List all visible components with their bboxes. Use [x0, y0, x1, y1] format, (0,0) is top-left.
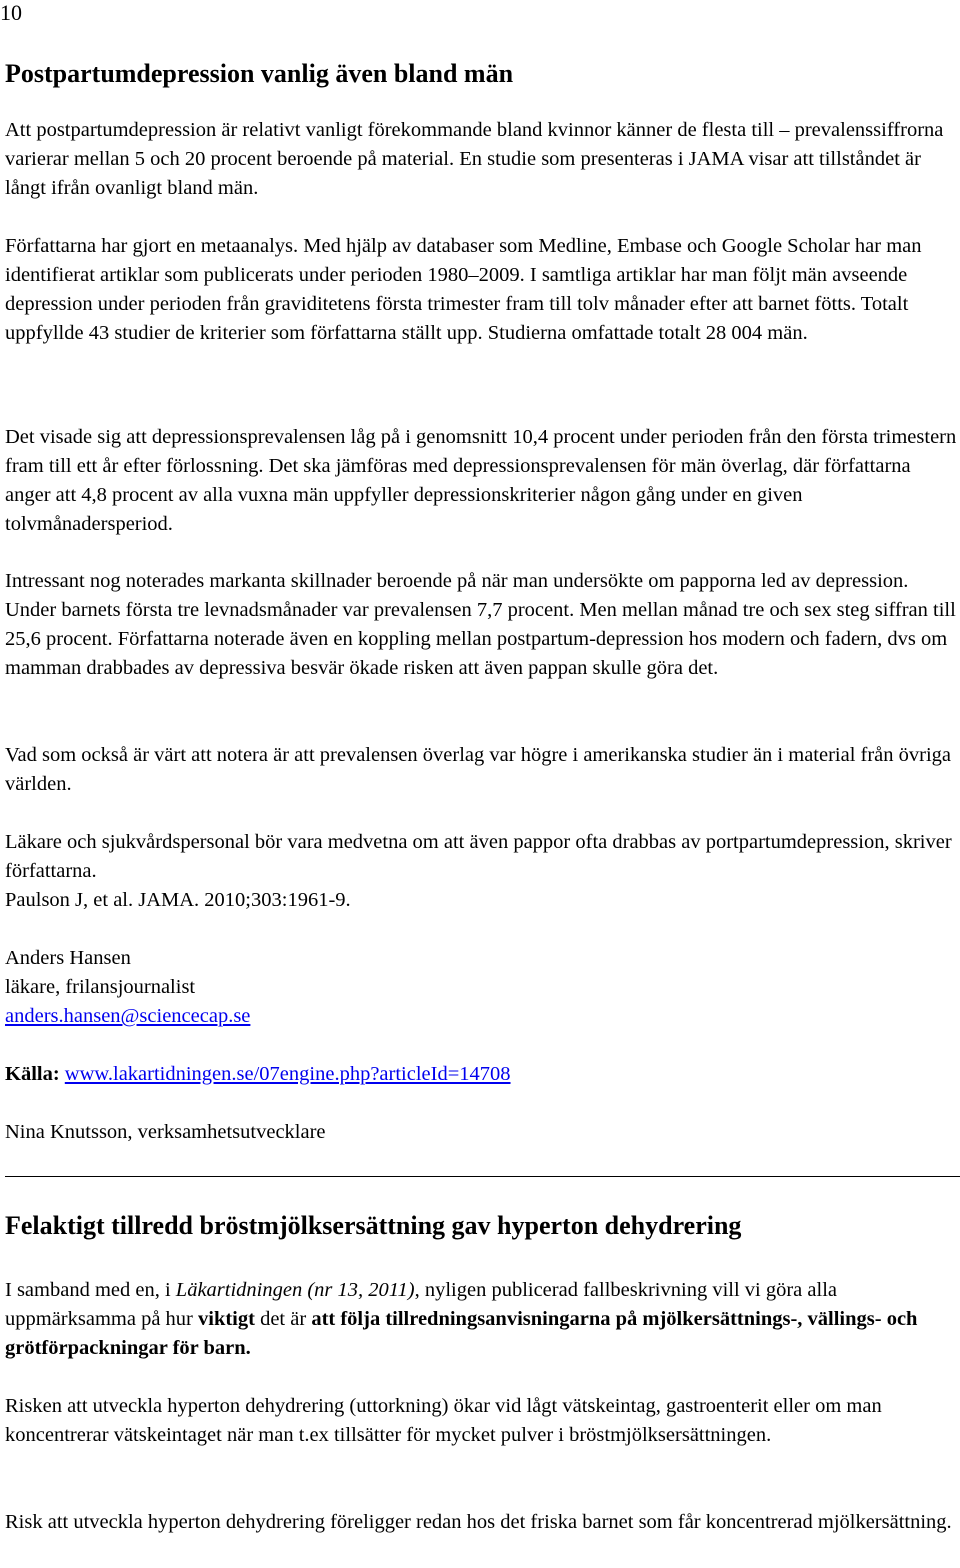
author-email-link[interactable]: anders.hansen@sciencecap.se [5, 1005, 251, 1027]
section-divider [5, 1176, 960, 1177]
text-run: , nyligen publicerad fallbeskrivning vill vi göra alla uppmärksamma på hur [5, 1279, 837, 1330]
text-run: det är [254, 1308, 312, 1330]
paragraph-risk-healthy: Risk att utveckla hyperton dehydrering föreligger redan hos det friska barnet som får koncentrerad mjölkersättning. [5, 1511, 952, 1533]
paragraph-results: Det visade sig att depressionsprevalensen låg på i genomsnitt 10,4 procent under perioden från den första trimestern fram till ett år efter förlossning. Det ska jämföras med depressionsprevalensen för män överlag, där författarna anger att 4,8 procent av alla vuxna män uppfyller depressionskriterier någon gång under en given tolvmånadersperiod. [5, 426, 957, 535]
source-label: Källa: [5, 1063, 60, 1085]
source-line [5, 1060, 957, 1089]
paragraph-risk: Risken att utveckla hyperton dehydrering (uttorkning) ökar vid lågt vätskeintag, gastroenterit eller om man koncentrerar vätskeintaget när man t.ex tillsätter för mycket pulver i bröstmjölksersättningen. [5, 1395, 882, 1446]
reference: Paulson J, et al. JAMA. 2010;303:1961-9. [5, 889, 351, 911]
text-run: I samband med en, i [5, 1279, 176, 1301]
author-title: läkare, frilansjournalist [5, 976, 196, 998]
author-name: Anders Hansen [5, 947, 131, 969]
paragraph-differences: Intressant nog noterades markanta skillnader beroende på när man undersökte om papporna led av depression. Under barnets första tre levnadsmånader var prevalensen 7,7 procent. Men mellan månad tre och sex steg siffran till 25,6 procent. Författarna noterade även en koppling mellan postpartum-depression hos modern och fadern, dvs om mamman drabbades av depressiva besvär ökade risken att även pappan skulle göra det. [5, 570, 956, 679]
paragraph-method: Författarna har gjort en metaanalys. Med hjälp av databaser som Medline, Embase och Google Scholar har man identifierat artiklar som publicerats under perioden 1980–2009. I samtliga artiklar har man följt män avseende depression under perioden från graviditetens första trimester fram till tolv månader efter att barnet fötts. Totalt uppfyllde 43 studier de kriterier som författarna ställt upp. Studierna omfattade totalt 28 004 män. [5, 235, 922, 344]
author-email-line [5, 1002, 957, 1031]
paragraph-regional: Vad som också är värt att notera är att prevalensen överlag var högre i amerikanska studier än i material från övriga världen. [5, 744, 952, 795]
paragraph-intro: Att postpartumdepression är relativt vanligt förekommande bland kvinnor känner de flesta till – prevalenssiffrorna varierar mellan 5 och 20 procent beroende på material. En studie som presenteras i JAMA visar att tillståndet är långt ifrån ovanligt bland män. [5, 119, 944, 199]
journal-citation: Läkartidningen (nr 13, 2011) [175, 1279, 415, 1301]
article-title: Postpartumdepression vanlig även bland män [5, 59, 514, 88]
signature: Nina Knutsson, verksamhetsutvecklare [5, 1121, 326, 1143]
emphasis: viktigt [198, 1308, 255, 1330]
emphasis-instruction: att följa tillredningsanvisningarna på mjölkersättnings-, vällings- och grötförpackningar för barn. [5, 1308, 918, 1359]
paragraph-warning [5, 1276, 957, 1363]
source-link[interactable]: www.lakartidningen.se/07engine.php?articleId=14708 [64, 1063, 511, 1085]
paragraph-conclusion: Läkare och sjukvårdspersonal bör vara medvetna om att även pappor ofta drabbas av portpartumdepression, skriver författarna. [5, 831, 952, 882]
page-number: 10 [0, 0, 22, 25]
article-title-2: Felaktigt tillredd bröstmjölksersättning gav hyperton dehydrering [5, 1211, 742, 1240]
